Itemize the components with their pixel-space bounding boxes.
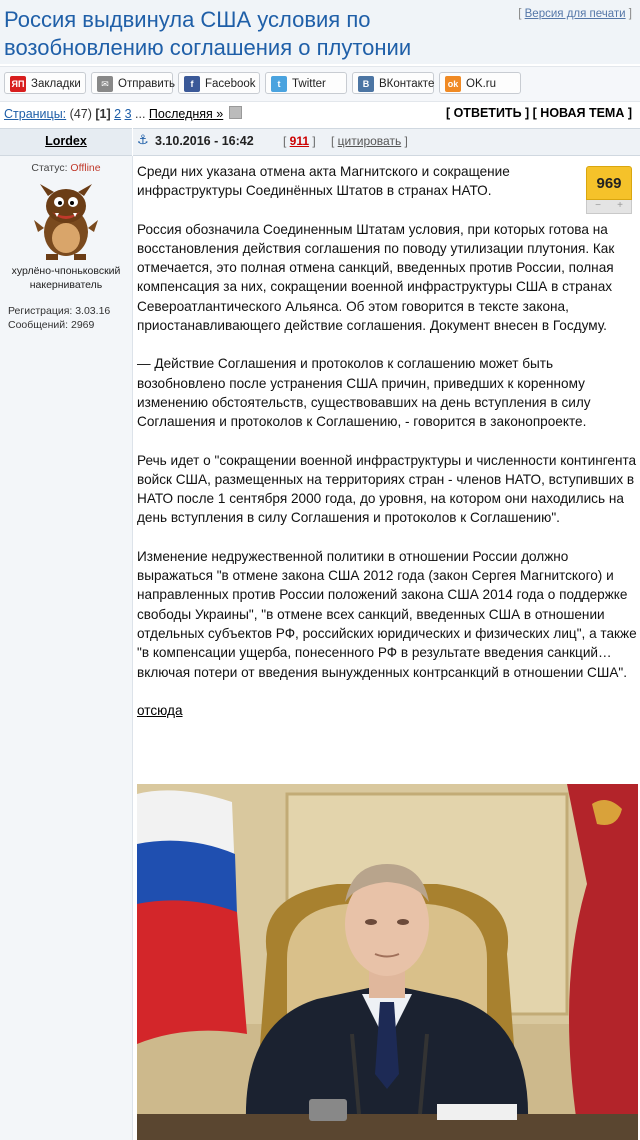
source-link[interactable]: отсюда — [137, 702, 183, 718]
user-status: Статус: Offline — [31, 162, 101, 174]
pages-count: (47) — [69, 107, 92, 121]
rating-minus-button[interactable]: − — [595, 200, 601, 211]
vkontakte-icon: В — [358, 76, 374, 92]
user-title: хурлёно-чпоньковский накерниватель — [11, 265, 121, 291]
pager-menu-icon[interactable] — [229, 106, 242, 119]
current-page: [1] — [95, 107, 111, 121]
post-paragraph: Россия обозначила Соединенным Штатам условия, при которых готова на восстановления действия соглашения по поводу утилизации плутония. Как отмечается, это полная отмена санкций, введенных против России, полная компенсация за них, сокращении военной инфраструктуры США в странах Североатлантического Альянса. Об этом говорится в тексте закона, приостанавливающего действие соглашения. Документ внесен в Госдуму. — [137, 221, 615, 334]
odnoklassniki-button[interactable]: ok OK.ru — [439, 72, 521, 94]
bookmarks-button[interactable]: ЯП Закладки — [4, 72, 86, 94]
anchor-icon[interactable]: ⚓ — [137, 132, 149, 147]
facebook-button[interactable]: f Facebook — [178, 72, 260, 94]
post-paragraph: Речь идет о "сокращении военной инфраструктуры и численности контингента войск США, размещенных на территориях стран - членов НАТО, вступивших в НАТО после 1 сентября 2000 года, до уровня, на котором они находились на день вступления в силу Соглашения и протоколов к Соглашению". — [137, 452, 637, 526]
post-paragraph: Изменение недружественной политики в отношении России должно выражаться "в отмене закона США 2012 года (закон Сергея Магнитского) и направленных против России положений закона США 2014 года о поддержке свободы Украины", "в отмене всех санкций, введенных США в отношении отдельных субъектов РФ, российских юридических и физических лиц", а также "в компенсации ущерба, понесенного РФ в результате введения санкций… включая потери от введения вынужденных контрсанкций в отношении США". — [137, 548, 637, 680]
user-stats — [8, 304, 110, 332]
send-button[interactable]: ✉ Отправить — [91, 72, 173, 94]
print-version-link[interactable]: Версия для печати — [524, 8, 626, 20]
yandex-bookmarks-icon: ЯП — [10, 76, 26, 92]
quote-action: [ цитировать ] — [331, 134, 408, 148]
post-date: 3.10.2016 - 16:42 — [155, 134, 254, 148]
rating-value: 969 — [586, 166, 632, 200]
user-info-panel — [0, 156, 133, 1140]
message-count: Сообщений: 2969 — [8, 319, 95, 331]
twitter-button[interactable]: t Twitter — [265, 72, 347, 94]
page-3-link[interactable]: 3 — [124, 107, 132, 121]
print-version: [ Версия для печати ] — [518, 8, 632, 20]
taz-avatar-icon — [30, 180, 102, 264]
post-number: [ 911 ] — [283, 134, 316, 148]
post-paragraph: Среди них указана отмена акта Магнитского и сокращение инфраструктуры Соединённых Штатов в странах НАТО. — [137, 164, 510, 199]
share-bar — [0, 66, 640, 102]
registration-date: Регистрация: 3.03.16 — [8, 305, 111, 317]
pages-label[interactable]: Страницы: — [4, 107, 67, 121]
post-number-link[interactable]: 911 — [289, 134, 310, 148]
post-author-link[interactable]: Lordex — [45, 134, 87, 148]
page-2-link[interactable]: 2 — [114, 107, 122, 121]
post-paragraph: — Действие Соглашения и протоколов к соглашению может быть возобновлено после устранения США причин, приведших к коренному изменению обстоятельств, существовавших на день вступления в силу Соглашения и протоколов к Соглашению, - говорится в законопроекте. — [137, 356, 591, 430]
reply-button[interactable]: [ ОТВЕТИТЬ ] — [445, 106, 530, 120]
facebook-icon: f — [184, 76, 200, 92]
post-photo — [137, 784, 638, 1140]
rating-plus-button[interactable]: + — [617, 200, 623, 211]
title-bar — [0, 0, 640, 64]
topic-actions — [446, 106, 632, 120]
post-header — [133, 128, 640, 156]
post-author-header — [0, 128, 132, 156]
odnoklassniki-icon: ok — [445, 76, 461, 92]
post-body — [137, 162, 637, 739]
pagination: Страницы: (47) [1] 2 3 ... Последняя » — [4, 106, 242, 121]
vkontakte-button[interactable]: В ВКонтакте — [352, 72, 434, 94]
twitter-icon: t — [271, 76, 287, 92]
last-page-link[interactable]: Последняя » — [148, 107, 224, 121]
page-title: Россия выдвинула США условия по возобновлению соглашения о плутонии — [4, 7, 412, 60]
mail-icon: ✉ — [97, 76, 113, 92]
quote-link[interactable]: цитировать — [337, 134, 402, 148]
new-topic-button[interactable]: [ НОВАЯ ТЕМА ] — [532, 106, 632, 120]
